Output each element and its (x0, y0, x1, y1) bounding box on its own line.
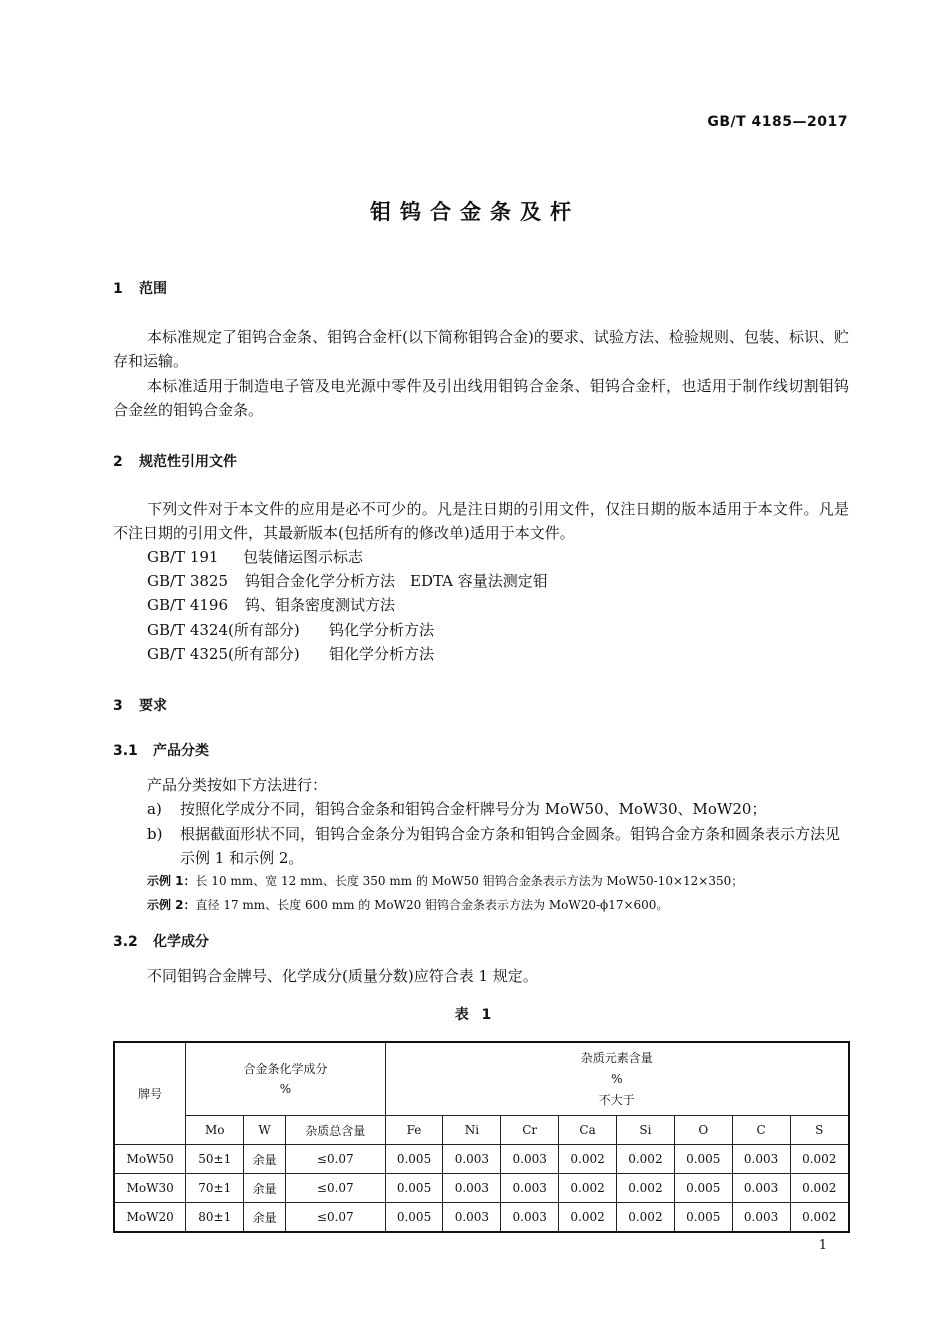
sub-header: Ca (559, 1116, 617, 1145)
list-marker: b) (147, 825, 163, 843)
example-label: 示例 1： (147, 874, 196, 888)
cell: 0.003 (501, 1203, 559, 1233)
section-1-title: 范围 (139, 281, 167, 297)
reference-code: GB/T 4324(所有部分) (147, 621, 300, 639)
cell: 0.002 (616, 1203, 674, 1233)
section-3-1-heading (113, 740, 209, 760)
table-caption: 表 1 (454, 1007, 496, 1023)
header-alloy-line1: 合金条化学成分 (243, 1062, 328, 1076)
cell: 0.002 (616, 1145, 674, 1174)
list-marker: a) (147, 800, 162, 818)
table-row (114, 1174, 849, 1203)
cell: 0.005 (385, 1203, 443, 1233)
cell: 0.002 (790, 1174, 849, 1203)
cell: 70±1 (186, 1174, 244, 1203)
cell: 0.005 (385, 1174, 443, 1203)
cell: 0.003 (443, 1145, 501, 1174)
cell: 0.002 (790, 1145, 849, 1174)
header-alloy-unit: % (279, 1082, 292, 1096)
cell: 0.005 (674, 1145, 732, 1174)
example-label: 示例 2： (147, 898, 196, 912)
sub-header: Ni (443, 1116, 501, 1145)
cell: 0.003 (501, 1145, 559, 1174)
cell: 余量 (244, 1174, 286, 1203)
section-3-2-number: 3.2 (113, 934, 138, 950)
reference-item (147, 545, 363, 569)
cell: 余量 (244, 1203, 286, 1233)
sub-header: Mo (186, 1116, 244, 1145)
cell: 0.003 (732, 1174, 790, 1203)
cell: ≤0.07 (286, 1203, 386, 1233)
reference-title: 钼化学分析方法 (329, 645, 435, 663)
reference-item (147, 593, 395, 617)
section-2-paragraph: 下列文件对于本文件的应用是必不可少的。凡是注日期的引用文件，仅注日期的版本适用于本文件。凡是不注日期的引用文件，其最新版本(包括所有的修改单)适用于本文件。 (113, 500, 849, 542)
section-3-number: 3 (113, 698, 123, 714)
cell: 0.003 (443, 1203, 501, 1233)
header-impurity-limit: 不大于 (598, 1092, 635, 1107)
section-3-2-heading (113, 931, 209, 951)
example-text: 直径 17 mm、长度 600 mm 的 MoW20 钼钨合金条表示方法为 MoW20-ϕ17×600。 (195, 898, 669, 912)
section-3-heading (113, 695, 167, 715)
page-number: 1 (818, 1238, 827, 1253)
example-text: 长 10 mm、宽 12 mm、长度 350 mm 的 MoW50 钼钨合金条表示方法为 MoW50-10×12×350； (195, 874, 744, 888)
classification-item-a (147, 797, 849, 821)
section-3-2-title: 化学成分 (153, 934, 209, 950)
reference-title: 包装储运图示标志 (243, 548, 364, 566)
header-impurity-group (385, 1042, 849, 1116)
reference-title: 钨钼合金化学分析方法 EDTA 容量法测定钼 (245, 572, 548, 590)
sub-header: S (790, 1116, 849, 1145)
cell: 0.003 (501, 1174, 559, 1203)
cell: 0.002 (559, 1145, 617, 1174)
example-2 (147, 896, 668, 914)
table-row (114, 1145, 849, 1174)
document-title: 钼钨合金条及杆 (370, 200, 580, 224)
reference-code: GB/T 4325(所有部分) (147, 645, 300, 663)
reference-item (147, 642, 434, 666)
sub-header: 杂质总含量 (286, 1116, 386, 1145)
section-1-paragraph-1: 本标准规定了钼钨合金条、钼钨合金杆(以下简称钼钨合金)的要求、试验方法、检验规则、包装、标识、贮存和运输。 (113, 328, 849, 370)
cell: 0.002 (559, 1203, 617, 1233)
example-1 (147, 872, 743, 890)
reference-title: 钨化学分析方法 (329, 621, 435, 639)
cell: 0.002 (559, 1174, 617, 1203)
section-3-1-number: 3.1 (113, 743, 138, 759)
reference-item (147, 569, 548, 593)
section-2-heading (113, 451, 237, 471)
cell: ≤0.07 (286, 1145, 386, 1174)
sub-header: W (244, 1116, 286, 1145)
section-1-number: 1 (113, 281, 123, 297)
cell: 0.005 (385, 1145, 443, 1174)
sub-header: Si (616, 1116, 674, 1145)
section-3-title: 要求 (139, 698, 167, 714)
list-text: 根据截面形状不同，钼钨合金条分为钼钨合金方条和钼钨合金圆条。钼钨合金方条和圆条表示方法见示例 1 和示例 2。 (180, 825, 841, 867)
reference-title: 钨、钼条密度测试方法 (245, 596, 396, 614)
list-text: 按照化学成分不同，钼钨合金条和钼钨合金杆牌号分为 MoW50、MoW30、MoW20； (180, 800, 767, 818)
section-2-number: 2 (113, 454, 123, 470)
cell: 0.003 (732, 1145, 790, 1174)
cell: 0.002 (616, 1174, 674, 1203)
classification-intro: 产品分类按如下方法进行： (147, 776, 328, 794)
section-1-paragraph-2: 本标准适用于制造电子管及电光源中零件及引出线用钼钨合金条、钼钨合金杆，也适用于制作线切割钼钨合金丝的钼钨合金条。 (113, 377, 849, 419)
cell: ≤0.07 (286, 1174, 386, 1203)
section-3-2-paragraph: 不同钼钨合金牌号、化学成分(质量分数)应符合表 1 规定。 (147, 967, 538, 985)
sub-header: O (674, 1116, 732, 1145)
header-alloy-group (186, 1042, 385, 1116)
reference-code: GB/T 191 (147, 548, 219, 566)
cell: 50±1 (186, 1145, 244, 1174)
header-brand: 牌号 (114, 1042, 186, 1145)
header-impurity-line1: 杂质元素含量 (580, 1050, 653, 1065)
standard-number: GB/T 4185—2017 (707, 114, 848, 130)
header-impurity-unit: % (611, 1071, 623, 1086)
cell-brand: MoW20 (114, 1203, 186, 1233)
section-3-1-title: 产品分类 (153, 743, 209, 759)
table-row (114, 1203, 849, 1233)
cell: 0.003 (732, 1203, 790, 1233)
composition-table (113, 1041, 850, 1233)
cell: 0.003 (443, 1174, 501, 1203)
section-1-heading (113, 278, 167, 298)
cell: 80±1 (186, 1203, 244, 1233)
sub-header: Fe (385, 1116, 443, 1145)
cell-brand: MoW30 (114, 1174, 186, 1203)
cell: 0.002 (790, 1203, 849, 1233)
sub-header: Cr (501, 1116, 559, 1145)
section-2-title: 规范性引用文件 (139, 454, 237, 470)
sub-header: C (732, 1116, 790, 1145)
reference-code: GB/T 3825 (147, 572, 229, 590)
cell-brand: MoW50 (114, 1145, 186, 1174)
classification-item-b (147, 822, 849, 870)
reference-code: GB/T 4196 (147, 596, 229, 614)
cell: 0.005 (674, 1174, 732, 1203)
cell: 0.005 (674, 1203, 732, 1233)
cell: 余量 (244, 1145, 286, 1174)
reference-item (147, 618, 434, 642)
